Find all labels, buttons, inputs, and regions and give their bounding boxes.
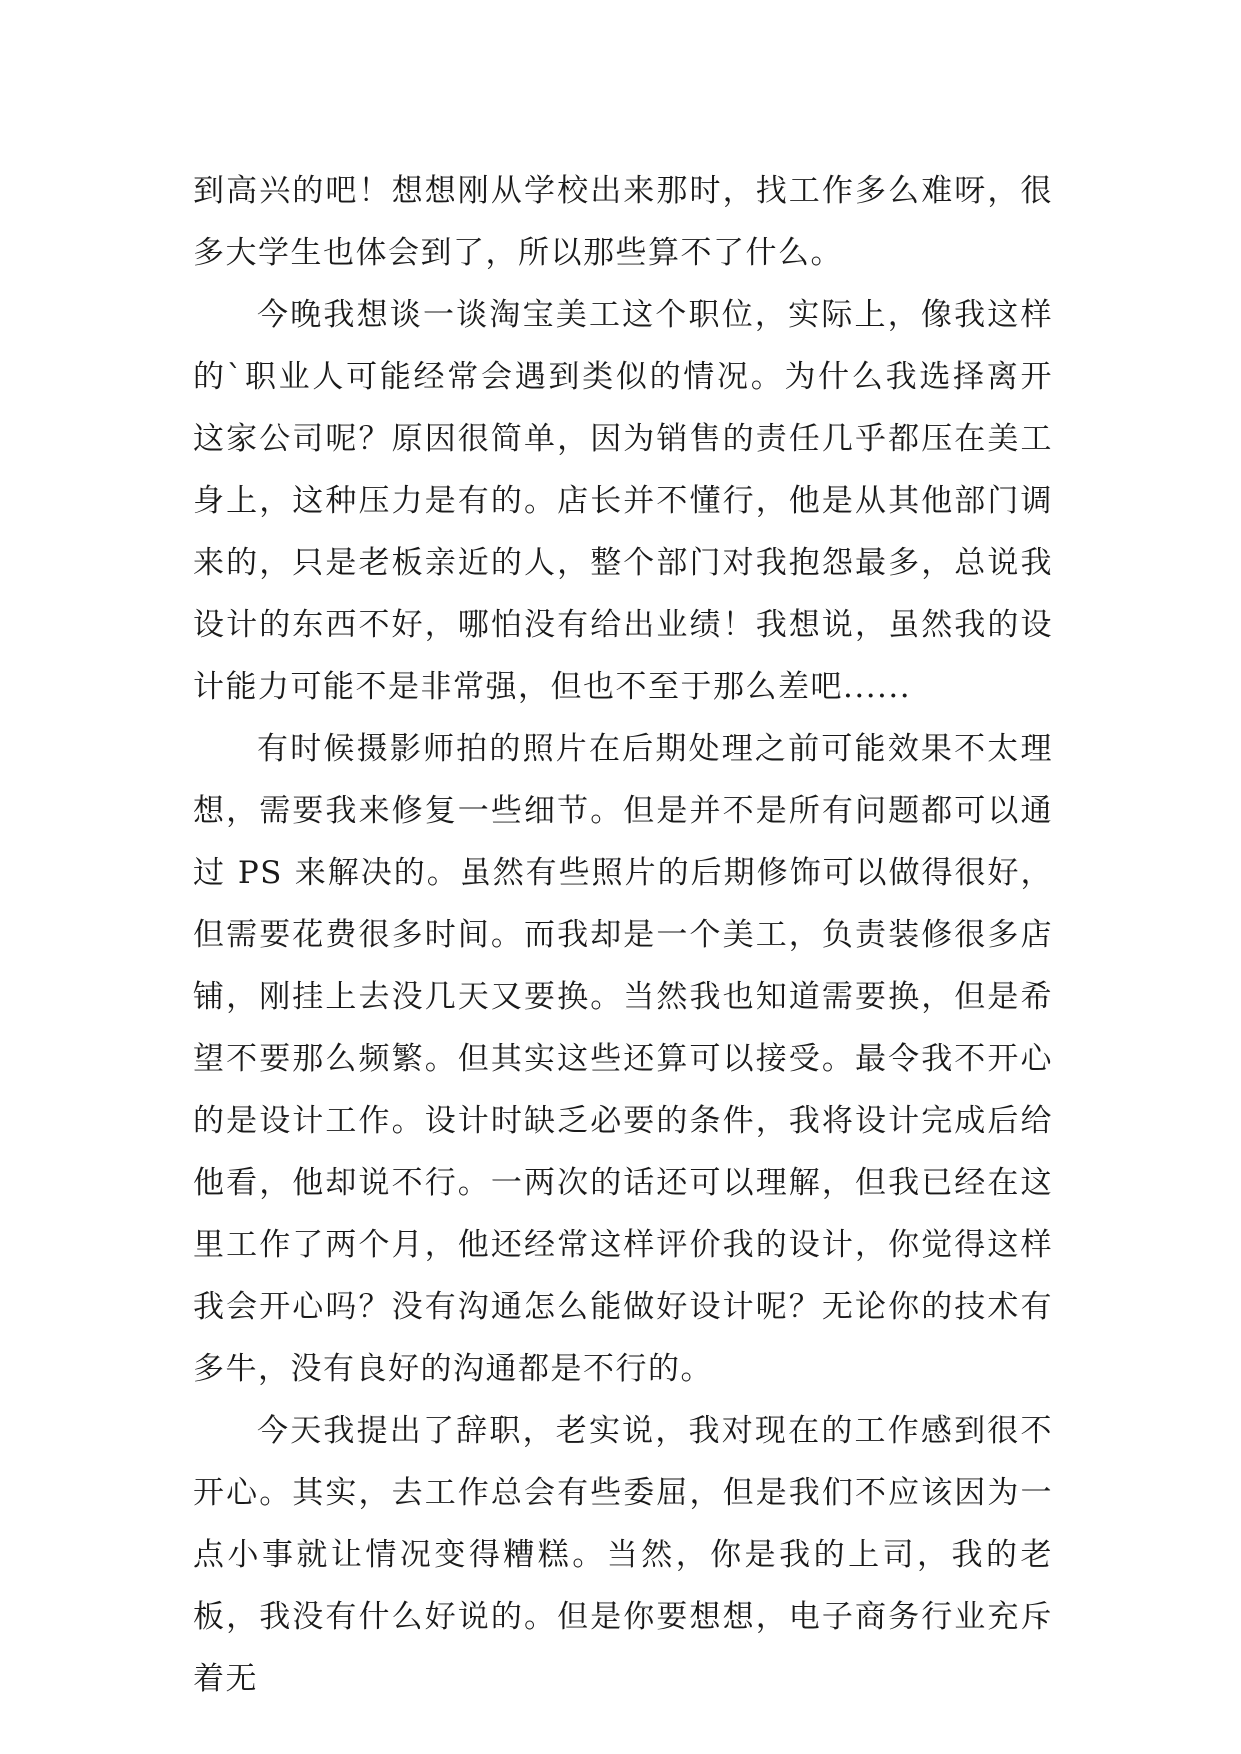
- paragraph: 到高兴的吧！想想刚从学校出来那时，找工作多么难呀，很多大学生也体会到了，所以那些算不了什么。: [193, 173, 1053, 271]
- paragraph: 今晚我想谈一谈淘宝美工这个职位，实际上，像我这样的`职业人可能经常会遇到类似的情况。为什么我选择离开这家公司呢？原因很简单，因为销售的责任几乎都压在美工身上，这种压力是有的。店长并不懂行，他是从其他部门调来的，只是老板亲近的人，整个部门对我抱怨最多，总说我设计的东西不好，哪怕没有给出业绩！我想说，虽然我的设计能力可能不是非常强，但也不至于那么差吧......: [193, 297, 1053, 705]
- document-body: [193, 160, 1053, 1710]
- paragraph: 有时候摄影师拍的照片在后期处理之前可能效果不太理想，需要我来修复一些细节。但是并不是所有问题都可以通过 PS 来解决的。虽然有些照片的后期修饰可以做得很好，但需要花费很多时间。而我却是一个美工，负责装修很多店铺，刚挂上去没几天又要换。当然我也知道需要换，但是希望不要那么频繁。但其实这些还算可以接受。最令我不开心的是设计工作。设计时缺乏必要的条件，我将设计完成后给他看，他却说不行。一两次的话还可以理解，但我已经在这里工作了两个月，他还经常这样评价我的设计，你觉得这样我会开心吗？没有沟通怎么能做好设计呢？无论你的技术有多牛，没有良好的沟通都是不行的。: [193, 731, 1053, 1387]
- paragraph: 今天我提出了辞职，老实说，我对现在的工作感到很不开心。其实，去工作总会有些委屈，但是我们不应该因为一点小事就让情况变得糟糕。当然，你是我的上司，我的老板，我没有什么好说的。但是你要想想，电子商务行业充斥着无: [193, 1413, 1053, 1697]
